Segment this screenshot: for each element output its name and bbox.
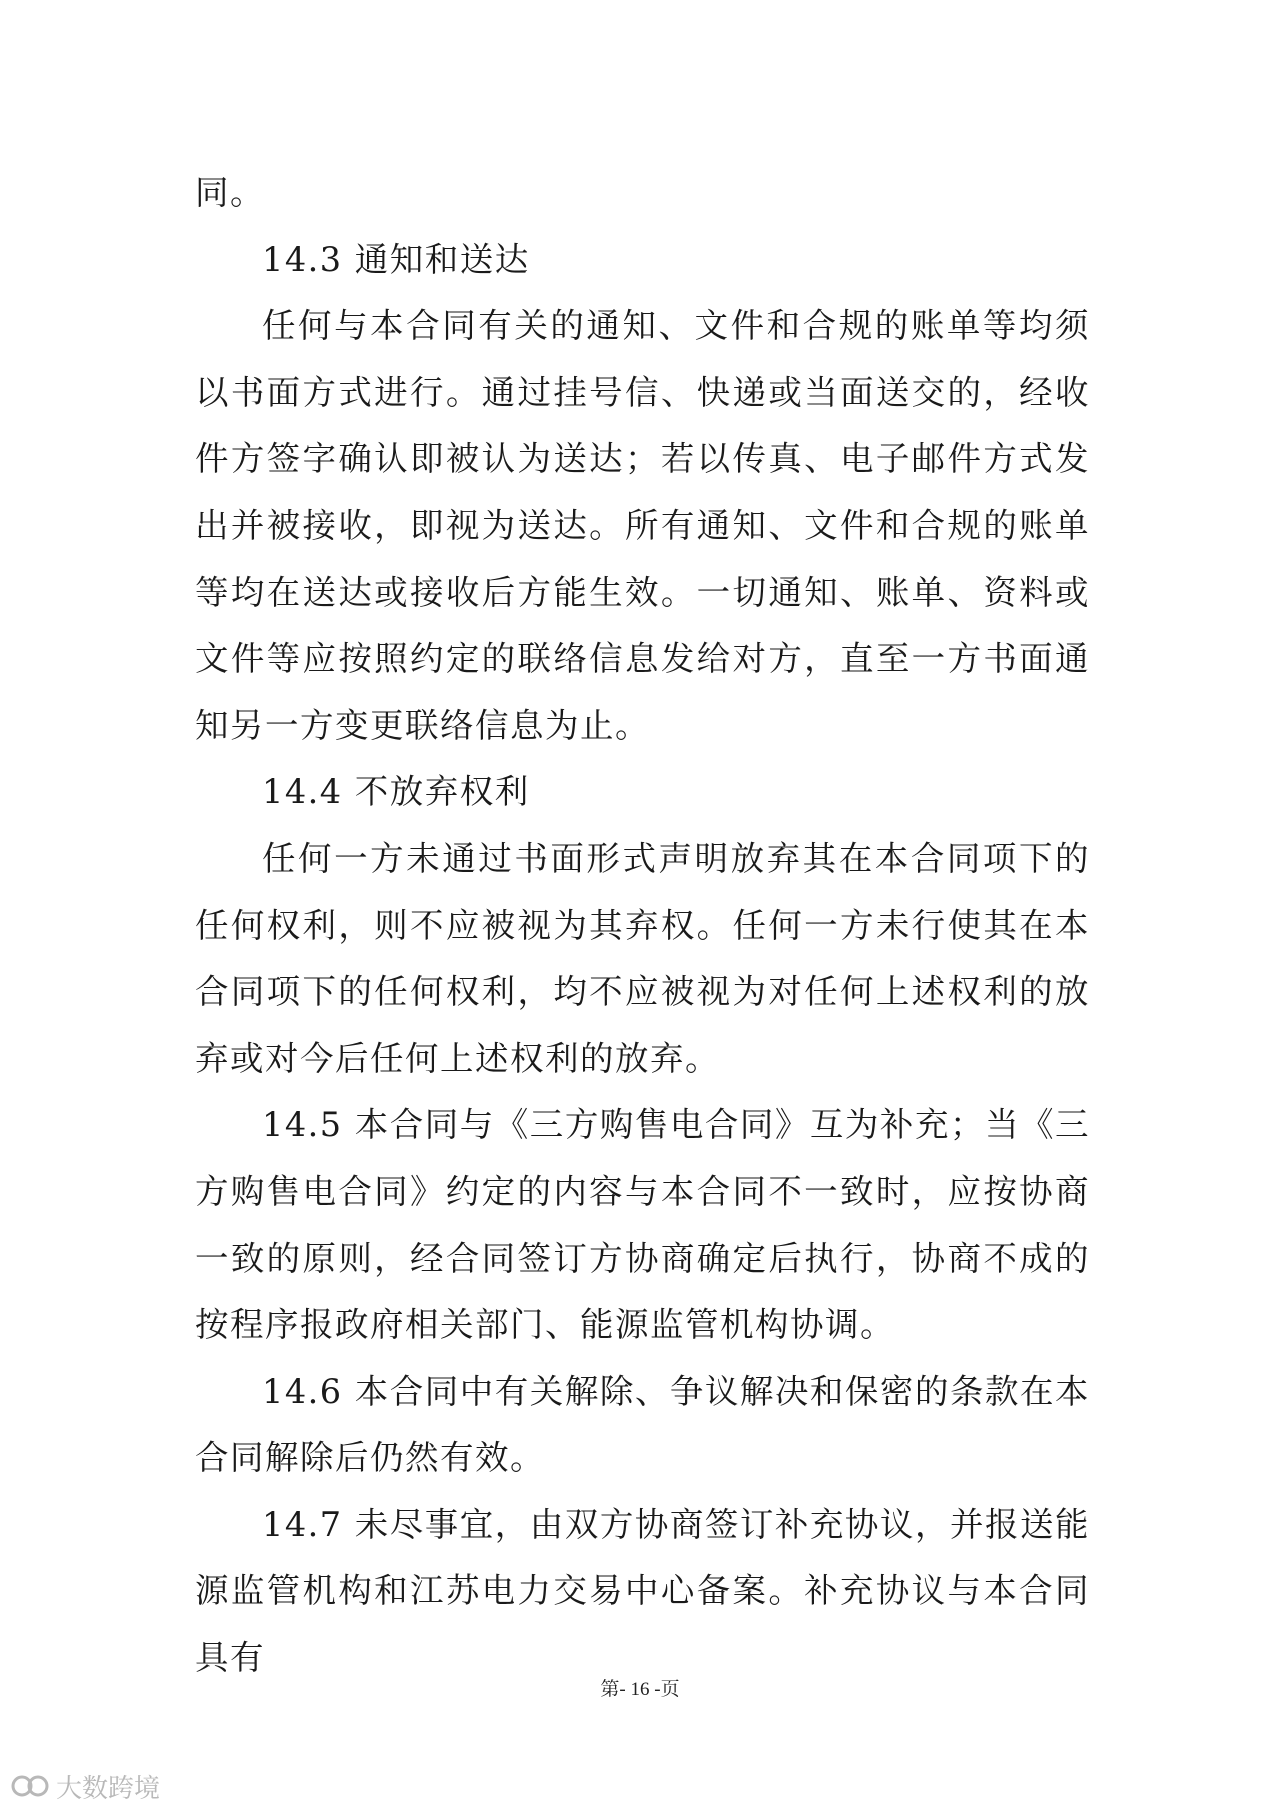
paragraph-14-3: 任何与本合同有关的通知、文件和合规的账单等均须以书面方式进行。通过挂号信、快递或当面送交的，经收件方签字确认即被认为送达；若以传真、电子邮件方式发出并被接收，即视为送达。所有通知、文件和合规的账单等均在送达或接收后方能生效。一切通知、账单、资料或文件等应按照约定的联络信息发给对方，直至一方书面通知另一方变更联络信息为止。 <box>195 306 1090 745</box>
watermark-logo-icon <box>10 1773 50 1799</box>
section-heading-14-3: 14.3 通知和送达 <box>262 239 530 279</box>
paragraph-14-7: 14.7 未尽事宜，由双方协商签订补充协议，并报送能源监管机构和江苏电力交易中心备案。补充协议与本合同具有 <box>195 1504 1090 1678</box>
paragraph-14-5: 14.5 本合同与《三方购售电合同》互为补充；当《三方购售电合同》约定的内容与本合同不一致时，应按协商一致的原则，经合同签订方协商确定后执行，协商不成的按程序报政府相关部门、能源监管机构协调。 <box>195 1105 1090 1345</box>
watermark <box>10 1770 160 1802</box>
paragraph-14-4: 任何一方未通过书面形式声明放弃其在本合同项下的任何权利，则不应被视为其弃权。任何一方未行使其在本合同项下的任何权利，均不应被视为对任何上述权利的放弃或对今后任何上述权利的放弃。 <box>195 838 1090 1078</box>
watermark-text: 大数跨境 <box>56 1773 161 1804</box>
paragraph-14-6: 14.6 本合同中有关解除、争议解决和保密的条款在本合同解除后仍然有效。 <box>195 1371 1090 1478</box>
section-heading-14-4: 14.4 不放弃权利 <box>262 772 530 812</box>
body-text <box>195 160 1090 1692</box>
paragraph-continuation: 同。 <box>195 173 265 212</box>
page-number: 第- 16 -页 <box>600 1679 680 1700</box>
